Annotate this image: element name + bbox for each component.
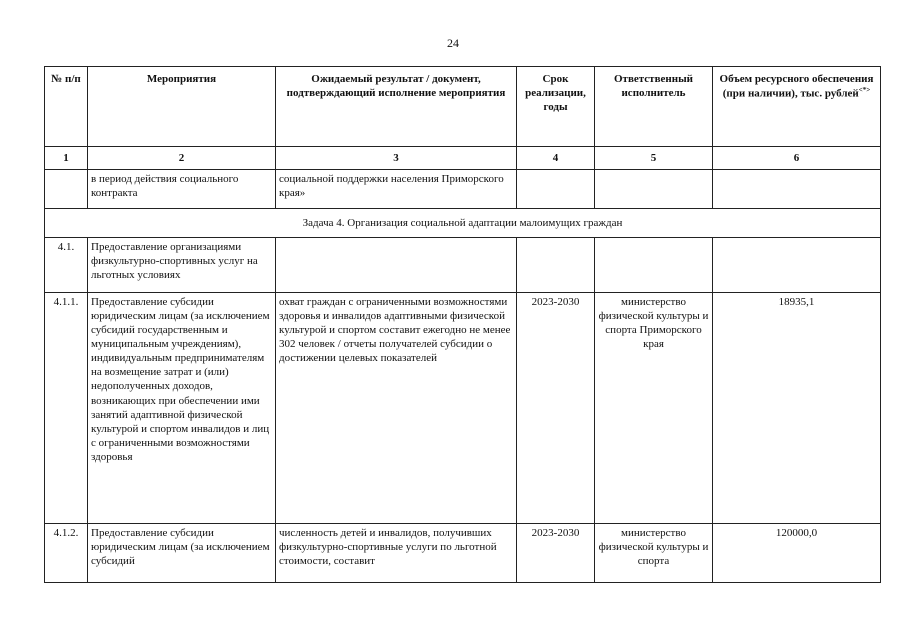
- cell-period: 2023-2030: [517, 524, 595, 583]
- column-number-row: [45, 147, 881, 170]
- cell-period: [517, 170, 595, 209]
- cell-volume: [713, 170, 881, 209]
- cell-executor: министерство физической культуры и спорта: [595, 524, 713, 583]
- task-row: [45, 209, 881, 238]
- header-volume-note: <*>: [858, 86, 871, 95]
- cell-period: [517, 238, 595, 293]
- cell-result: [276, 238, 517, 293]
- column-number: 5: [595, 147, 713, 170]
- cell-event: Предоставление субсидии юридическим лицам (за исключением субсидий: [88, 524, 276, 583]
- cell-num: 4.1.2.: [45, 524, 88, 583]
- cell-result: охват граждан с ограниченными возможностями здоровья и инвалидов адаптивными физической культурой и спортом составит ежегодно не менее 302 человек / отчеты получателей субсидии о достижении целевых показателей: [276, 293, 517, 524]
- cell-event: Предоставление субсидии юридическим лицам (за исключением субсидий государственным и муниципальным учреждениям), индивидуальным предпринимателям на возмещение затрат и (или) недополученных доходов, возникающих при обеспечении ими занятий адаптивной физической культурой и спортом инвалидов и лиц с ограниченными возможностями здоровья: [88, 293, 276, 524]
- header-result: Ожидаемый результат / документ, подтверждающий исполнение мероприятия: [276, 67, 517, 147]
- table-header-row: [45, 67, 881, 147]
- column-number: 2: [88, 147, 276, 170]
- table-row: [45, 524, 881, 583]
- cell-volume: [713, 238, 881, 293]
- cell-event: в период действия социального контракта: [88, 170, 276, 209]
- cell-num: [45, 170, 88, 209]
- page-number: 24: [447, 36, 459, 50]
- column-number: 3: [276, 147, 517, 170]
- header-volume-text: Объем ресурсного обеспечения (при наличии), тыс. рублей: [719, 73, 874, 100]
- cell-executor: [595, 238, 713, 293]
- cell-volume: 120000,0: [713, 524, 881, 583]
- cell-result: численность детей и инвалидов, получивших физкультурно-спортивные услуги по льготной стоимости, составит: [276, 524, 517, 583]
- cell-num: 4.1.: [45, 238, 88, 293]
- cell-event: Предоставление организациями физкультурно-спортивных услуг на льготных условиях: [88, 238, 276, 293]
- table-row: [45, 238, 881, 293]
- header-executor: Ответственный исполнитель: [595, 67, 713, 147]
- header-event: Мероприятия: [88, 67, 276, 147]
- column-number: 4: [517, 147, 595, 170]
- cell-volume: 18935,1: [713, 293, 881, 524]
- column-number: 1: [45, 147, 88, 170]
- table-row: [45, 293, 881, 524]
- cell-result: социальной поддержки населения Приморского края»: [276, 170, 517, 209]
- cell-num: 4.1.1.: [45, 293, 88, 524]
- column-number: 6: [713, 147, 881, 170]
- cell-executor: министерство физической культуры и спорта Приморского края: [595, 293, 713, 524]
- cell-executor: [595, 170, 713, 209]
- cell-period: 2023-2030: [517, 293, 595, 524]
- header-volume: [713, 67, 881, 147]
- header-period: Срок реализации, годы: [517, 67, 595, 147]
- task-title: Задача 4. Организация социальной адаптации малоимущих граждан: [45, 209, 881, 238]
- measures-table: [44, 66, 881, 583]
- continuation-row: [45, 170, 881, 209]
- header-num: № п/п: [45, 67, 88, 147]
